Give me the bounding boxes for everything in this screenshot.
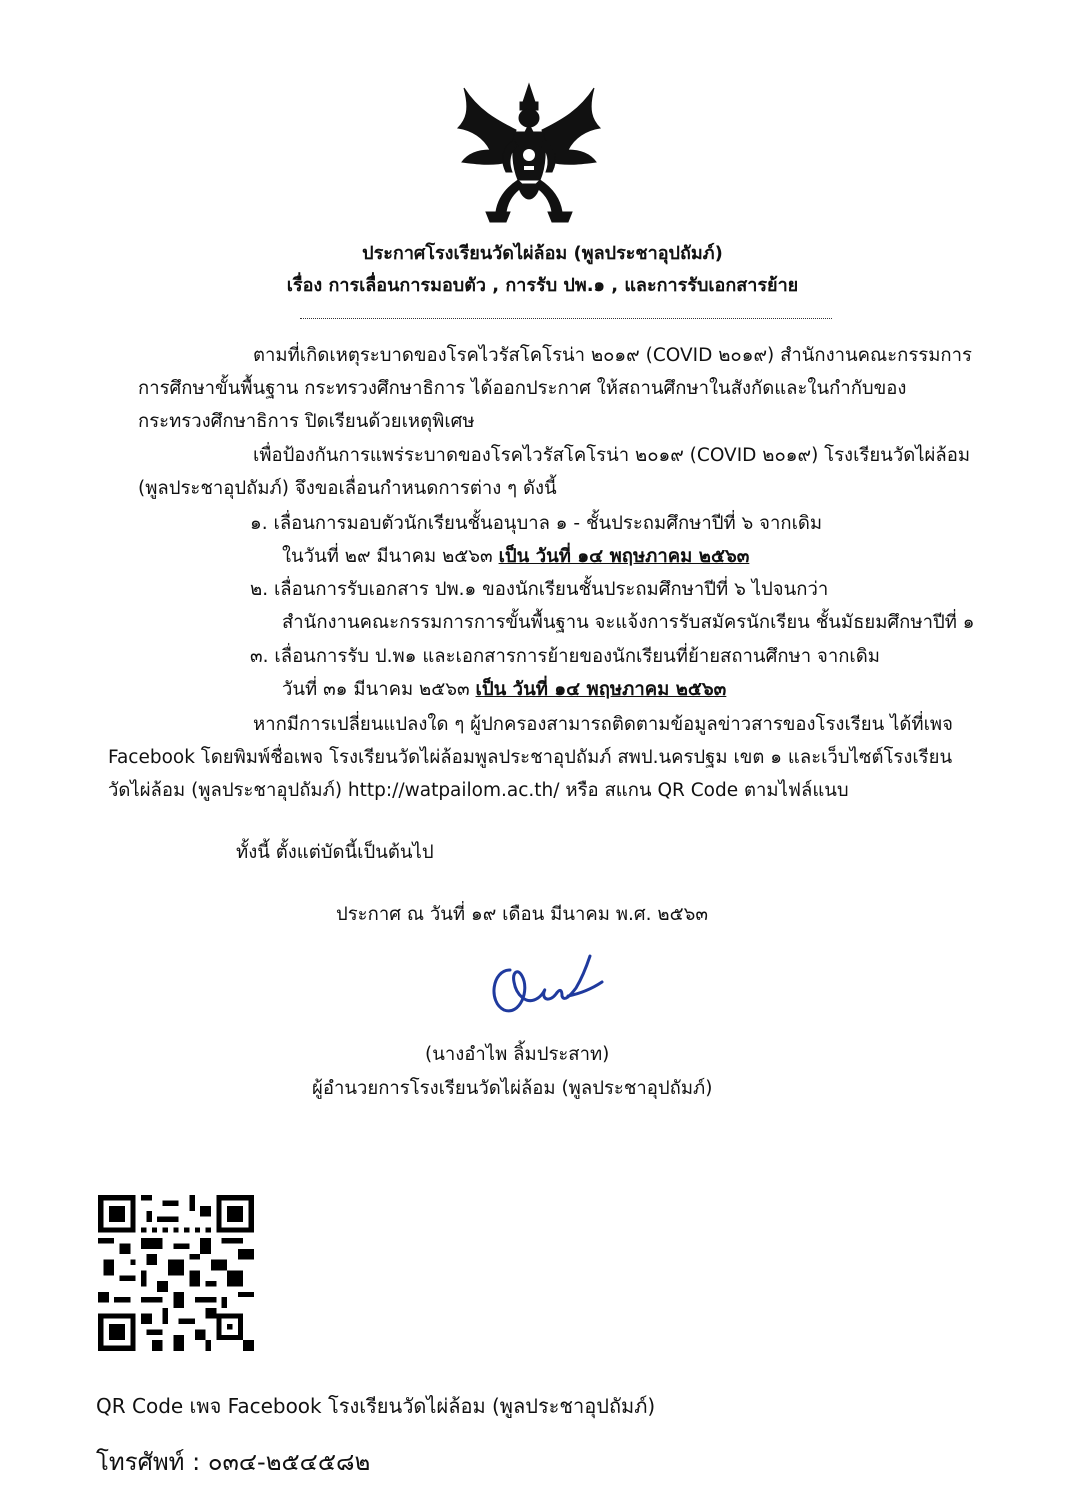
paragraph-1-line-1: ตามที่เกิดเหตุระบาดของโรคไวรัสโคโรน่า ๒๐๑๙ (COVID ๒๐๑๙) สำนักงานคณะกรรมการ [253, 345, 972, 366]
paragraph-1-line-2: การศึกษาขั้นพื้นฐาน กระทรวงศึกษาธิการ ได้ออกประกาศ ให้สถานศึกษาในสังกัดและในกำกับของ [138, 378, 907, 399]
paragraph-2-line-2: (พูลประชาอุปถัมภ์) จึงขอเลื่อนกำหนดการต่าง ๆ ดังนี้ [138, 478, 557, 499]
paragraph-3-line-2: Facebook โดยพิมพ์ชื่อเพจ โรงเรียนวัดไผ่ล้อมพูลประชาอุปถัมภ์ สพป.นครปฐม เขต ๑ และเว็บไซต์โรงเรียน [108, 747, 953, 768]
paragraph-3-line-1: หากมีการเปลี่ยนแปลงใด ๆ ผู้ปกครองสามารถติดตามข้อมูลข่าวสารของโรงเรียน ได้ที่เพจ [253, 714, 953, 735]
signatory-name: (นางอำไพ ลิ้มประสาท) [425, 1044, 610, 1065]
qr-caption: QR Code เพจ Facebook โรงเรียนวัดไผ่ล้อม (พูลประชาอุปถัมภ์) [96, 1394, 656, 1418]
list-item-1-new-date: เป็น วันที่ ๑๔ พฤษภาคม ๒๕๖๓ [498, 546, 750, 567]
signatory-position: ผู้อำนวยการโรงเรียนวัดไผ่ล้อม (พูลประชาอุปถัมภ์) [312, 1078, 713, 1099]
garuda-emblem-icon [456, 80, 602, 230]
paragraph-1-line-3: กระทรวงศึกษาธิการ ปิดเรียนด้วยเหตุพิเศษ [138, 411, 475, 432]
announcement-title: ประกาศโรงเรียนวัดไผ่ล้อม (พูลประชาอุปถัมภ์) [362, 243, 723, 264]
dotted-divider [300, 318, 832, 319]
list-item-1-line-1: ๑. เลื่อนการมอบตัวนักเรียนชั้นอนุบาล ๑ - ชั้นประถมศึกษาปีที่ ๖ จากเดิม [250, 513, 823, 534]
list-item-3-line-2 [282, 675, 726, 704]
phone-number: โทรศัพท์ : ๐๓๔-๒๕๔๕๘๒ [96, 1448, 371, 1476]
list-item-1-line-2 [282, 542, 749, 571]
list-item-3-original-date: วันที่ ๓๑ มีนาคม ๒๕๖๓ [282, 679, 476, 700]
list-item-2-line-1: ๒. เลื่อนการรับเอกสาร ปพ.๑ ของนักเรียนชั้นประถมศึกษาปีที่ ๖ ไปจนกว่า [250, 579, 829, 600]
qr-code-icon [98, 1195, 254, 1351]
list-item-3-line-1: ๓. เลื่อนการรับ ป.พ๑ และเอกสารการย้ายของนักเรียนที่ย้ายสถานศึกษา จากเดิม [250, 646, 880, 667]
list-item-3-new-date: เป็น วันที่ ๑๔ พฤษภาคม ๒๕๖๓ [475, 679, 727, 700]
announcement-subject: เรื่อง การเลื่อนการมอบตัว , การรับ ปพ.๑ , และการรับเอกสารย้าย [286, 275, 799, 296]
paragraph-2-line-1: เพื่อป้องกันการแพร่ระบาดของโรคไวรัสโคโรน่า ๒๐๑๙ (COVID ๒๐๑๙) โรงเรียนวัดไผ่ล้อม [253, 445, 971, 466]
signature-icon [486, 950, 606, 1030]
effective-statement: ทั้งนี้ ตั้งแต่บัดนี้เป็นต้นไป [236, 842, 434, 863]
list-item-2-line-2: สำนักงานคณะกรรมการการขั้นพื้นฐาน จะแจ้งการรับสมัครนักเรียน ชั้นมัธยมศึกษาปีที่ ๑ [282, 612, 975, 633]
announcement-date: ประกาศ ณ วันที่ ๑๙ เดือน มีนาคม พ.ศ. ๒๕๖๓ [336, 904, 708, 925]
paragraph-3-line-3: วัดไผ่ล้อม (พูลประชาอุปถัมภ์) http://watpailom.ac.th/ หรือ สแกน QR Code ตามไฟล์แนบ [108, 780, 849, 801]
list-item-1-original-date: ในวันที่ ๒๙ มีนาคม ๒๕๖๓ [282, 546, 499, 567]
